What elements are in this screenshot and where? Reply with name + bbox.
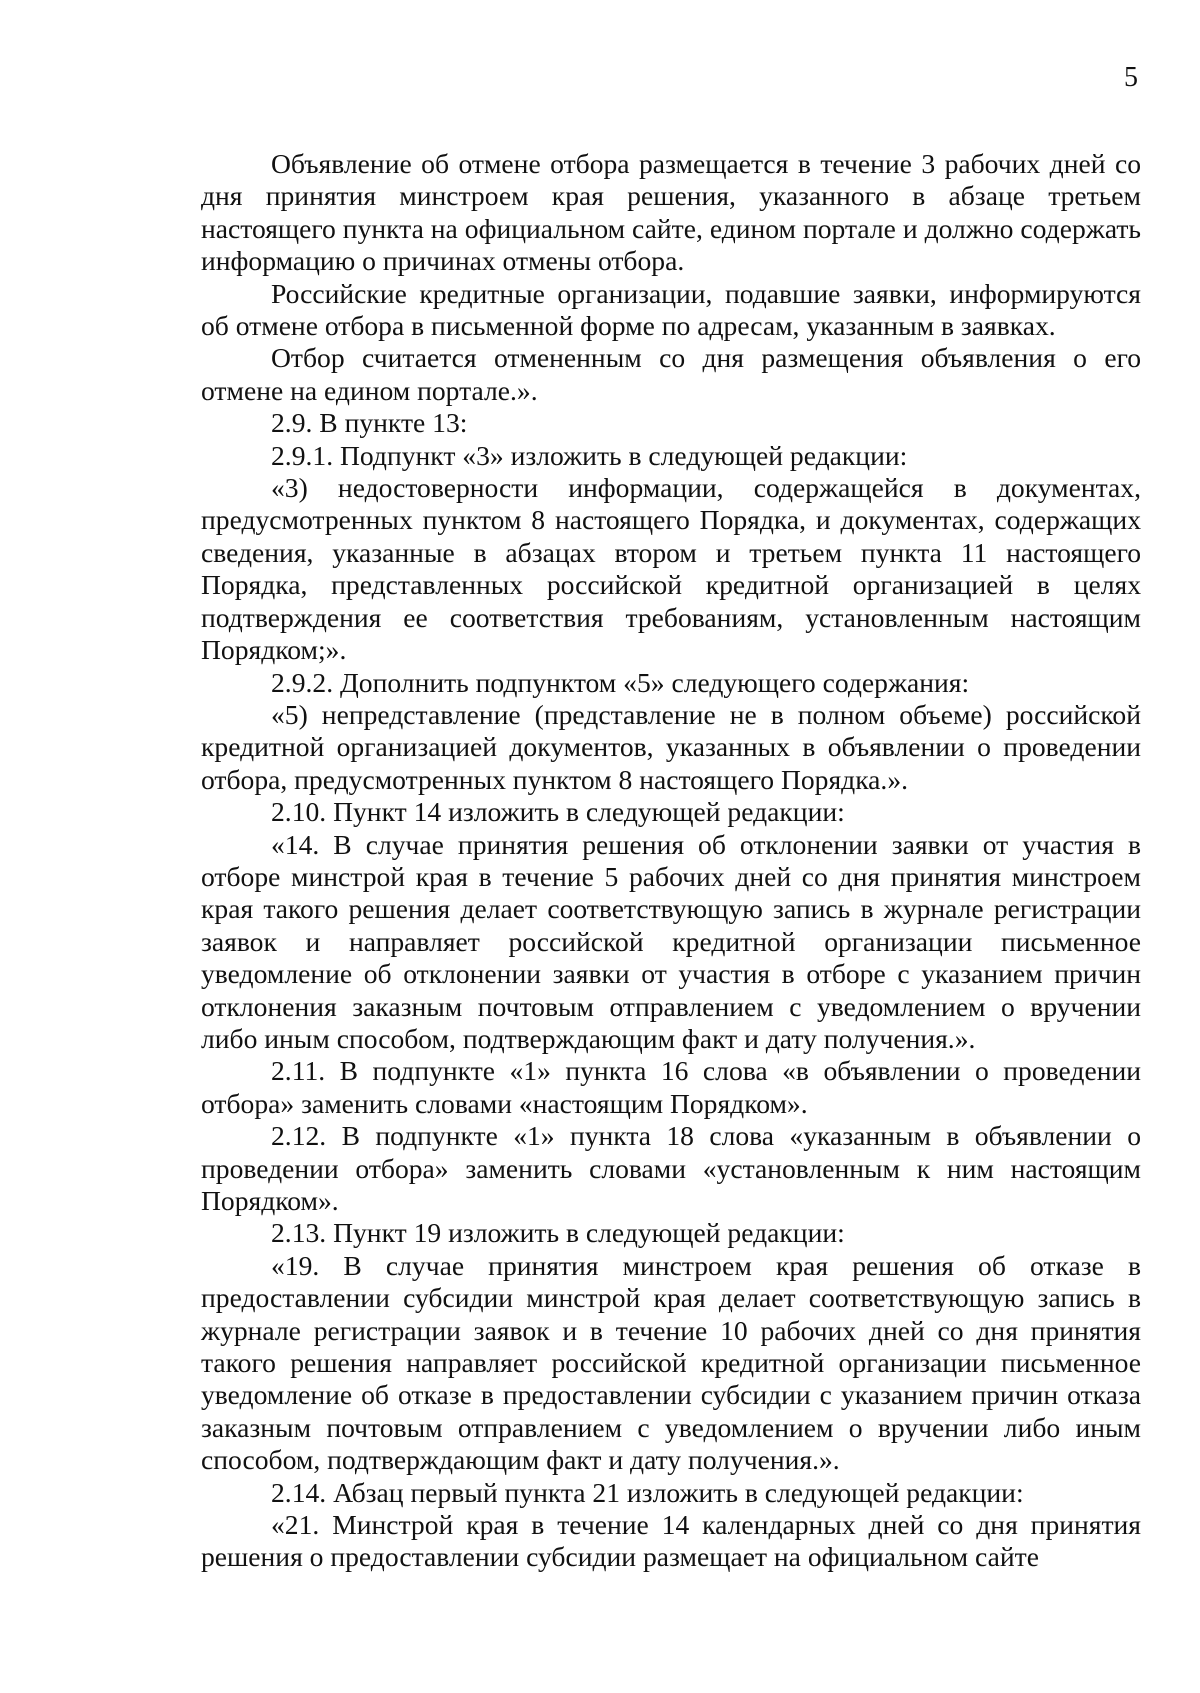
- page-number: 5: [1124, 62, 1138, 93]
- paragraph: «5) непредставление (представление не в полном объеме) российской кредитной организацией документов, указанных в объявлении о проведении отбора, предусмотренных пунктом 8 настоящего Порядка.».: [201, 698, 1141, 795]
- paragraph: 2.9.2. Дополнить подпунктом «5» следующего содержания:: [271, 666, 970, 698]
- paragraph: 2.9.1. Подпункт «3» изложить в следующей редакции:: [271, 439, 908, 471]
- paragraph: «19. В случае принятия минстроем края решения об отказе в предоставлении субсидии минстрой края делает соответствующую запись в журнале регистрации заявок и в течение 10 рабочих дней со дня принятия такого решения направляет российской кредитной организации письменное уведомление об отказе в предоставлении субсидии с указанием причин отказа заказным почтовым отправлением с уведомлением о вручении либо иным способом, подтверждающим факт и дату получения.».: [201, 1249, 1141, 1476]
- paragraph: 2.12. В подпункте «1» пункта 18 слова «указанным в объявлении о проведении отбора» заменить словами «установленным к ним настоящим Порядком».: [201, 1120, 1141, 1216]
- paragraph: 2.10. Пункт 14 изложить в следующей редакции:: [271, 796, 845, 828]
- paragraph: «3) недостоверности информации, содержащейся в документах, предусмотренных пунктом 8 настоящего Порядка, и документах, содержащих сведения, указанные в абзацах втором и третьем пункта 11 настоящего Порядка, представленных российской кредитной организацией в целях подтверждения ее соответствия требованиям, установленным настоящим Порядком;».: [201, 472, 1141, 666]
- paragraph: 2.13. Пункт 19 изложить в следующей редакции:: [271, 1217, 845, 1249]
- document-body: [201, 148, 1141, 1574]
- paragraph: Объявление об отмене отбора размещается в течение 3 рабочих дней со дня принятия минстроем края решения, указанного в абзаце третьем настоящего пункта на официальном сайте, едином портале и должно содержать информацию о причинах отмены отбора.: [201, 148, 1141, 277]
- paragraph: 2.14. Абзац первый пункта 21 изложить в следующей редакции:: [271, 1476, 1024, 1508]
- paragraph: 2.9. В пункте 13:: [271, 407, 468, 439]
- paragraph: Отбор считается отмененным со дня размещения объявления о его отмене на едином портале.».: [201, 342, 1141, 406]
- paragraph: Российские кредитные организации, подавшие заявки, информируются об отмене отбора в письменной форме по адресам, указанным в заявках.: [201, 277, 1141, 342]
- paragraph: «14. В случае принятия решения об отклонении заявки от участия в отборе минстрой края в течение 5 рабочих дней со дня принятия минстроем края такого решения делает соответствующую запись в журнале регистрации заявок и направляет российской кредитной организации письменное уведомление об отклонении заявки от участия в отборе с указанием причин отклонения заказным почтовым отправлением с уведомлением о вручении либо иным способом, подтверждающим факт и дату получения.».: [201, 828, 1141, 1054]
- paragraph: 2.11. В подпункте «1» пункта 16 слова «в объявлении о проведении отбора» заменить словами «настоящим Порядком».: [201, 1055, 1141, 1119]
- paragraph: «21. Минстрой края в течение 14 календарных дней со дня принятия решения о предоставлении субсидии размещает на официальном сайте: [201, 1509, 1141, 1573]
